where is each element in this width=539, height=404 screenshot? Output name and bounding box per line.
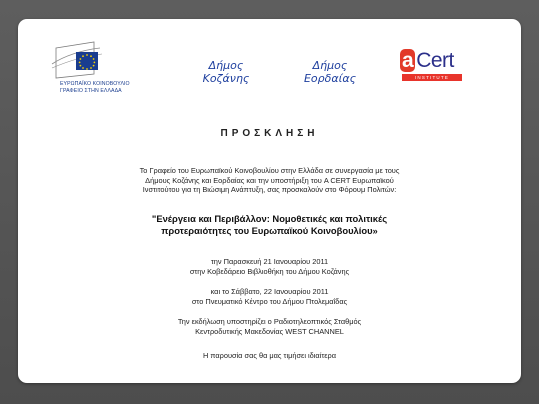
municipality-eordaia-logo [290,59,370,85]
event-title-line: προτεραιότητες του Ευρωπαϊκού Κοινοβουλίου» [161,225,378,236]
support-line: Κεντροδυτικής Μακεδονίας WEST CHANNEL [195,326,344,336]
kozani-line2: Κοζάνης [202,72,250,85]
ep-caption-line2: ΓΡΑΦΕΙΟ ΣΤΗΝ ΕΛΛΑΔΑ [60,88,122,94]
invitation-intro [40,166,499,195]
event-date-saturday [40,287,499,306]
event-support [40,317,499,336]
european-parliament-logo [34,34,144,104]
acert-institute-bar: INSTITUTE [402,74,462,81]
closing-line [40,351,499,361]
closing-text: Η παρουσία σας θα μας τιμήσει ιδιαίτερα [202,351,337,360]
date-line: την Παρασκευή 21 Ιανουαρίου 2011 [210,257,329,266]
event-title-line: "Ενέργεια και Περιβάλλον: Νομοθετικές και πολιτικές [151,213,388,224]
event-date-friday [40,257,499,276]
event-title [30,213,509,237]
date-line: και το Σάββατο, 22 Ιανουαρίου 2011 [210,287,329,296]
municipality-kozani-logo [186,59,266,85]
invitation-title: ΠΡΟΣΚΛΗΣΗ [220,128,319,139]
acert-institute-logo [398,50,468,84]
intro-line: Ινστιτούτου για τη Βιώσιμη Ανάπτυξη, σας προσκαλούν στο Φόρουμ Πολιτών: [142,185,397,195]
intro-line: Δήμους Κοζάνης και Εορδαίας και την υποστήριξη του A CERT Ευρωπαϊκού [145,175,394,185]
venue-line: στην Κοβεδάρειο Βιβλιοθήκη του Δήμου Κοζάνης [189,266,350,276]
intro-line: Το Γραφείο του Ευρωπαϊκού Κοινοβουλίου στην Ελλάδα σε συνεργασία με τους [139,166,400,175]
acert-word: Cert [416,49,454,72]
venue-line: στο Πνευματικό Κέντρο του Δήμου Πτολεμαΐδας [191,296,348,306]
support-line: Την εκδήλωση υποστηρίζει ο Ραδιοτηλεοπτικός Σταθμός [177,317,362,326]
eordaia-line2: Εορδαίας [303,72,357,85]
acert-wordmark [400,50,454,72]
acert-a-letter: a [402,49,414,72]
ep-caption [60,81,130,95]
eordaia-line1: Δήμος [312,59,348,72]
ep-emblem-icon [34,34,144,82]
kozani-line1: Δήμος [208,59,244,72]
ep-caption-line1: ΕΥΡΩΠΑΪΚΟ ΚΟΙΝΟΒΟΥΛΙΟ [60,81,130,87]
